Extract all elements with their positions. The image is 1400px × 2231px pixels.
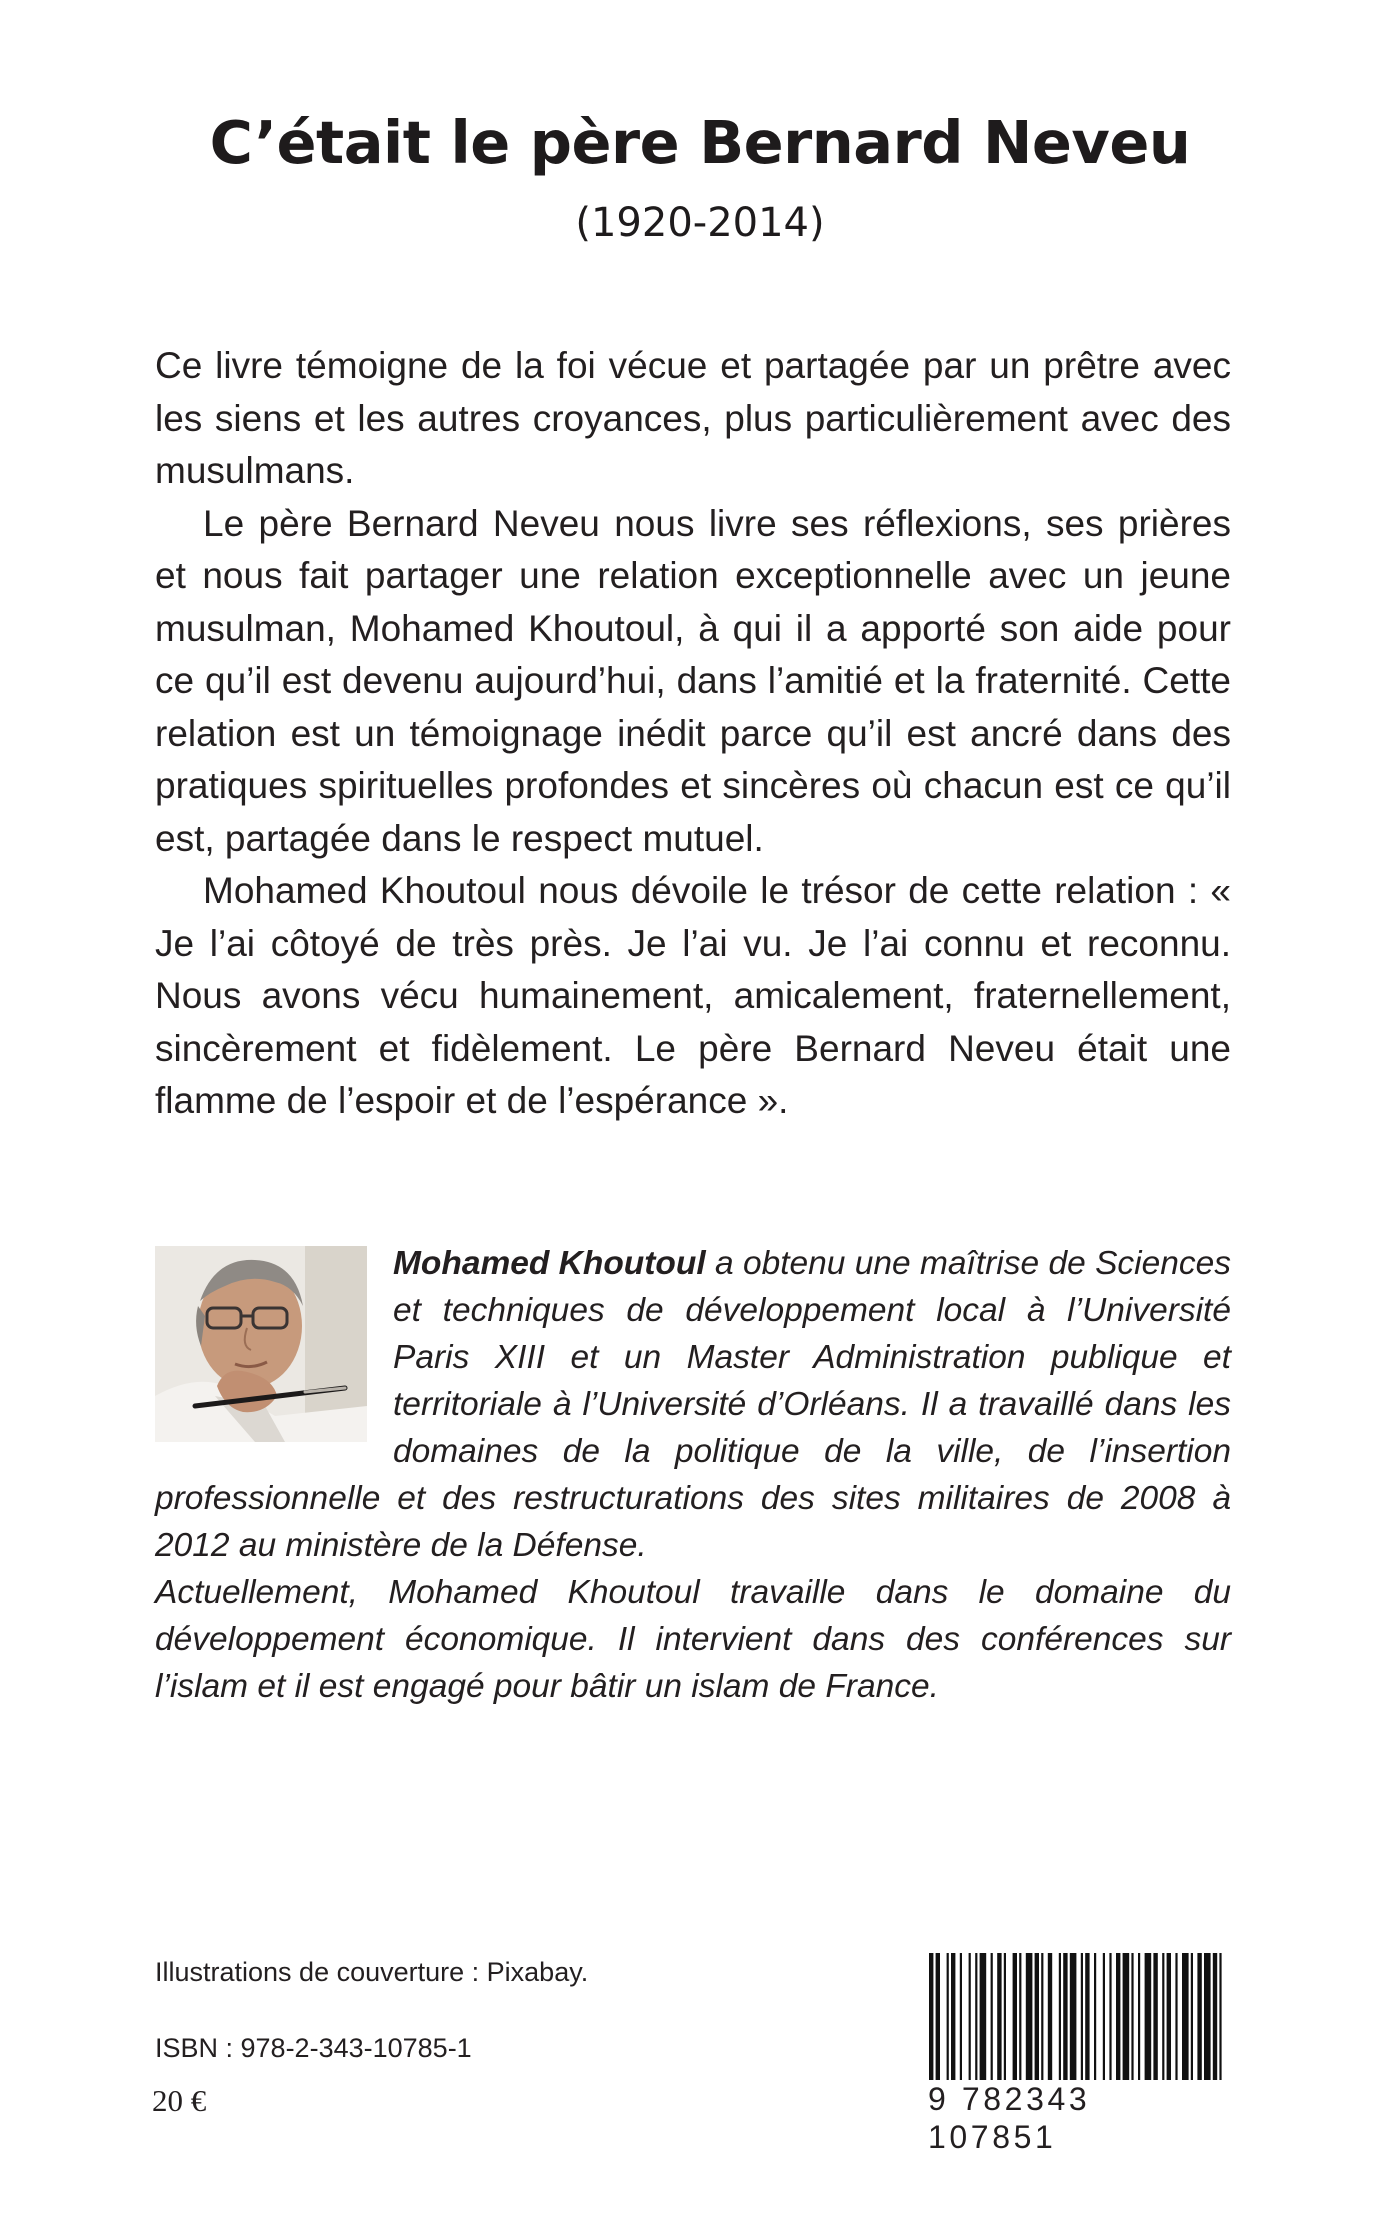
author-bio-text-1: a obtenu une maîtrise de Sciences et techniques de développement local à l’Université Paris XIII et un Master Administration publique et territoriale à l’Université d’Orléans. Il a travaillé dans les domaines de la politique de la ville, de l’insertion professionnelle et des restructurations des sites militaires de 2008 à 2012 au ministère de la Défense.: [155, 1245, 1231, 1564]
barcode-number: 9 782343 107851: [928, 2080, 1224, 2156]
author-photo: [155, 1246, 367, 1442]
author-bio: [155, 1240, 1231, 1710]
summary-paragraph-2: Le père Bernard Neveu nous livre ses réflexions, ses prières et nous fait partager une relation exceptionnelle avec un jeune musulman, Mohamed Khoutoul, à qui il a apporté son aide pour ce qu’il est devenu aujourd’hui, dans l’amitié et la fraternité. Cette relation est un témoignage inédit parce qu’il est ancré dans des pratiques spirituelles profondes et sincères où chacun est ce qu’il est, partagée dans le respect mutuel.: [155, 502, 1231, 859]
book-summary: [155, 340, 1231, 1128]
isbn-text: ISBN : 978-2-343-10785-1: [155, 2033, 472, 2063]
summary-paragraph-1: Ce livre témoigne de la foi vécue et partagée par un prêtre avec les siens et les autres croyances, plus particulièrement avec des musulmans.: [155, 345, 1231, 491]
author-bio-paragraph-2: Actuellement, Mohamed Khoutoul travaille dans le domaine du développement économique. Il intervient dans des conférences sur l’islam et il est engagé pour bâtir un islam de France.: [155, 1574, 1231, 1705]
life-years: (1920-2014): [575, 200, 825, 246]
cover-credits: Illustrations de couverture : Pixabay.: [155, 1957, 589, 1987]
price-text: 20 €: [152, 2083, 207, 2118]
book-title: C’était le père Bernard Neveu: [209, 108, 1191, 177]
author-name: Mohamed Khoutoul: [393, 1245, 706, 1282]
summary-paragraph-3: Mohamed Khoutoul nous dévoile le trésor de cette relation : « Je l’ai côtoyé de très près. Je l’ai vu. Je l’ai connu et reconnu. Nous avons vécu humainement, amicalement, fraternellement, sincèrement et fidèlement. Le père Bernard Neveu était une flamme de l’espoir et de l’espérance ».: [155, 870, 1231, 1121]
